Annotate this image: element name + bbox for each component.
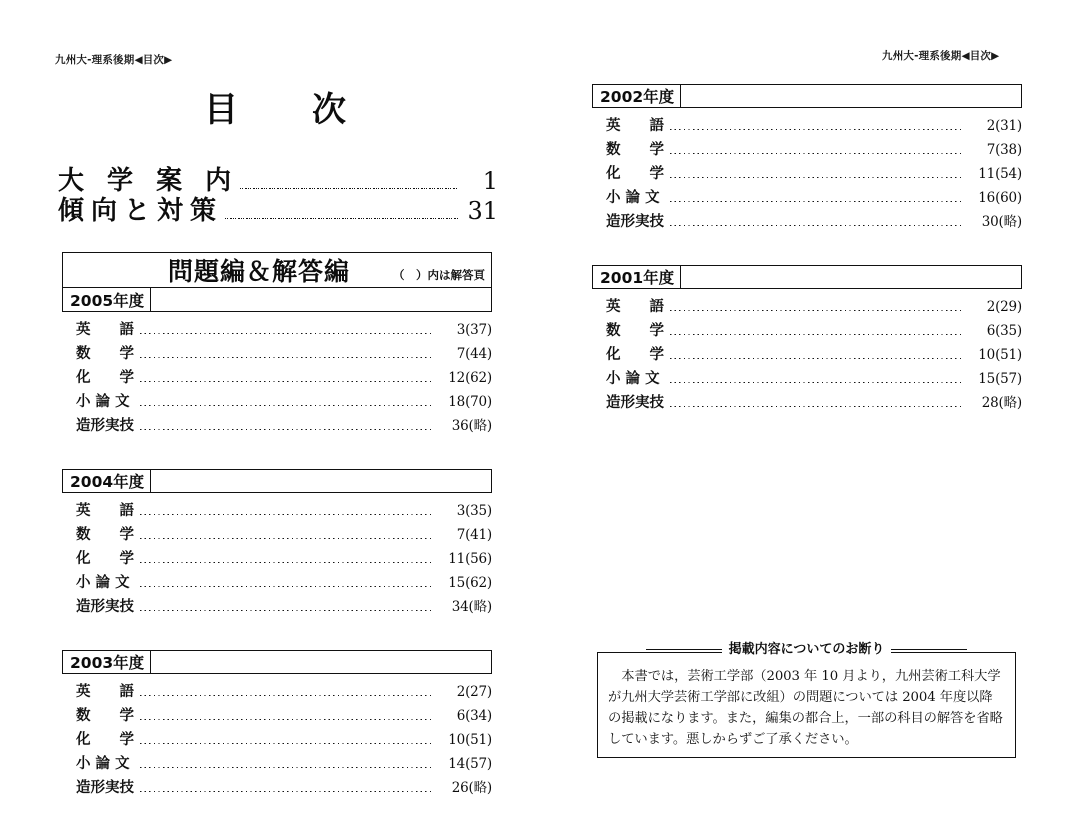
subject-label: 化 学: [606, 166, 664, 182]
year-bar-blank: [151, 288, 491, 311]
subject-label: 造形実技: [76, 418, 134, 434]
year-label: 2001年度: [593, 266, 681, 288]
dot-leader: [670, 201, 963, 202]
subject-page: 2(31): [986, 118, 1022, 134]
dot-leader: [670, 310, 963, 311]
toc-subject-row[interactable]: [592, 210, 1022, 234]
notice-legend-text: 掲載内容についてのお断り: [722, 643, 892, 656]
notice-rule-left: [646, 649, 722, 650]
dot-leader: [140, 610, 433, 611]
dot-leader: [670, 177, 963, 178]
subject-page: 30(略): [981, 214, 1022, 230]
subject-page: 3(35): [456, 503, 492, 519]
toc-subject-row[interactable]: [62, 390, 492, 414]
dot-leader: [140, 538, 433, 539]
dot-leader: [670, 225, 963, 226]
toc-top-entry-page: 1: [482, 167, 498, 195]
subject-list: [592, 295, 1022, 415]
subject-page: 11(54): [978, 166, 1022, 182]
notice-box: [597, 642, 1016, 758]
dot-leader: [140, 719, 433, 720]
dot-leader: [225, 218, 458, 219]
subject-label: 造形実技: [606, 214, 664, 230]
subject-page: 3(37): [456, 322, 492, 338]
running-head-left: 九州大-理系後期◀目次▶: [55, 54, 173, 66]
subject-label: 数 学: [76, 527, 134, 543]
subject-label: 英 語: [76, 322, 134, 338]
dot-leader: [140, 405, 433, 406]
banner-note: （ ）内は解答頁: [393, 268, 485, 282]
toc-subject-row[interactable]: [62, 523, 492, 547]
subject-label: 英 語: [606, 299, 664, 315]
toc-subject-row[interactable]: [62, 680, 492, 704]
subject-page: 15(62): [448, 575, 492, 591]
dot-leader: [670, 129, 963, 130]
dot-leader: [140, 791, 433, 792]
dot-leader: [140, 767, 433, 768]
toc-subject-row[interactable]: [62, 318, 492, 342]
subject-page: 16(60): [978, 190, 1022, 206]
year-label: 2003年度: [63, 651, 151, 673]
subject-label: 化 学: [76, 732, 134, 748]
year-bar-blank: [151, 651, 491, 673]
year-label: 2005年度: [63, 288, 151, 311]
toc-subject-row[interactable]: [62, 547, 492, 571]
toc-subject-row[interactable]: [62, 366, 492, 390]
banner-title: 問題編＆解答編: [167, 257, 350, 286]
subject-list: [62, 680, 492, 800]
subject-label: 化 学: [606, 347, 664, 363]
subject-page: 7(38): [986, 142, 1022, 158]
year-label: 2002年度: [593, 85, 681, 107]
notice-body: [598, 653, 1015, 750]
subject-label: 数 学: [606, 323, 664, 339]
year-bar-blank: [681, 85, 1021, 107]
subject-page: 18(70): [448, 394, 492, 410]
subject-label: 化 学: [76, 551, 134, 567]
toc-subject-row[interactable]: [62, 752, 492, 776]
subject-page: 2(27): [456, 684, 492, 700]
subject-page: 36(略): [451, 418, 492, 434]
toc-subject-row[interactable]: [592, 138, 1022, 162]
dot-leader: [140, 429, 433, 430]
subject-label: 英 語: [606, 118, 664, 134]
subject-page: 11(56): [448, 551, 492, 567]
toc-subject-row[interactable]: [62, 728, 492, 752]
dot-leader: [140, 743, 433, 744]
subject-label: 英 語: [76, 684, 134, 700]
dot-leader: [140, 514, 433, 515]
subject-page: 2(29): [986, 299, 1022, 315]
year-header-bar: [62, 288, 492, 312]
year-header-bar: [592, 84, 1022, 108]
toc-subject-row[interactable]: [62, 704, 492, 728]
subject-page: 7(44): [456, 346, 492, 362]
running-head-right: 九州大-理系後期◀目次▶: [882, 50, 1000, 62]
toc-subject-row[interactable]: [592, 295, 1022, 319]
toc-top-entry[interactable]: [58, 190, 498, 227]
toc-subject-row[interactable]: [62, 571, 492, 595]
toc-subject-row[interactable]: [592, 391, 1022, 415]
dot-leader: [670, 334, 963, 335]
page-title: 目 次: [204, 90, 366, 130]
toc-subject-row[interactable]: [62, 776, 492, 800]
toc-subject-row[interactable]: [62, 595, 492, 619]
dot-leader: [240, 188, 458, 189]
subject-page: 15(57): [978, 371, 1022, 387]
notice-paragraph: 本書では，芸術工学部（2003 年 10 月より，九州芸術工科大学が九州大学芸術工学部に改組）の問題については 2004 年度以降の掲載になります。また，編集の都合上，一部の科目の解答を省略しています。悪しからずご了承ください。: [608, 669, 1003, 747]
year-header-bar: [592, 265, 1022, 289]
subject-label: 造形実技: [76, 599, 134, 615]
subject-label: 造形実技: [606, 395, 664, 411]
toc-subject-row[interactable]: [62, 342, 492, 366]
toc-subject-row[interactable]: [62, 499, 492, 523]
toc-subject-row[interactable]: [592, 114, 1022, 138]
dot-leader: [140, 586, 433, 587]
toc-subject-row[interactable]: [592, 367, 1022, 391]
dot-leader: [140, 381, 433, 382]
dot-leader: [670, 382, 963, 383]
subject-page: 10(51): [978, 347, 1022, 363]
subject-label: 数 学: [606, 142, 664, 158]
subject-label: 小 論 文: [76, 575, 130, 591]
subject-label: 小 論 文: [606, 371, 660, 387]
subject-label: 数 学: [76, 346, 134, 362]
dot-leader: [140, 357, 433, 358]
year-bar-blank: [151, 470, 491, 492]
dot-leader: [670, 358, 963, 359]
year-label: 2004年度: [63, 470, 151, 492]
dot-leader: [140, 562, 433, 563]
year-bar-blank: [681, 266, 1021, 288]
dot-leader: [670, 153, 963, 154]
year-header-bar: [62, 650, 492, 674]
subject-page: 14(57): [448, 756, 492, 772]
subject-label: 化 学: [76, 370, 134, 386]
subject-page: 34(略): [451, 599, 492, 615]
subject-page: 6(35): [986, 323, 1022, 339]
dot-leader: [140, 695, 433, 696]
toc-subject-row[interactable]: [62, 414, 492, 438]
subject-page: 26(略): [451, 780, 492, 796]
subject-page: 10(51): [448, 732, 492, 748]
toc-subject-row[interactable]: [592, 162, 1022, 186]
subject-page: 28(略): [981, 395, 1022, 411]
subject-page: 12(62): [448, 370, 492, 386]
dot-leader: [670, 406, 963, 407]
subject-list: [62, 318, 492, 438]
toc-top-entry-label: 傾向と対策: [58, 196, 224, 226]
notice-rule-right: [891, 649, 967, 650]
problem-answer-banner: [62, 252, 492, 288]
subject-page: 6(34): [456, 708, 492, 724]
toc-top-entry-label: 大 学 案 内: [58, 166, 239, 196]
subject-label: 英 語: [76, 503, 134, 519]
dot-leader: [140, 333, 433, 334]
subject-label: 数 学: [76, 708, 134, 724]
toc-top-entry-page: 31: [467, 197, 498, 225]
subject-list: [62, 499, 492, 619]
subject-label: 造形実技: [76, 780, 134, 796]
subject-label: 小 論 文: [606, 190, 660, 206]
subject-label: 小 論 文: [76, 394, 130, 410]
toc-subject-row[interactable]: [592, 343, 1022, 367]
toc-subject-row[interactable]: [592, 319, 1022, 343]
toc-subject-row[interactable]: [592, 186, 1022, 210]
subject-label: 小 論 文: [76, 756, 130, 772]
subject-page: 7(41): [456, 527, 492, 543]
year-header-bar: [62, 469, 492, 493]
subject-list: [592, 114, 1022, 234]
